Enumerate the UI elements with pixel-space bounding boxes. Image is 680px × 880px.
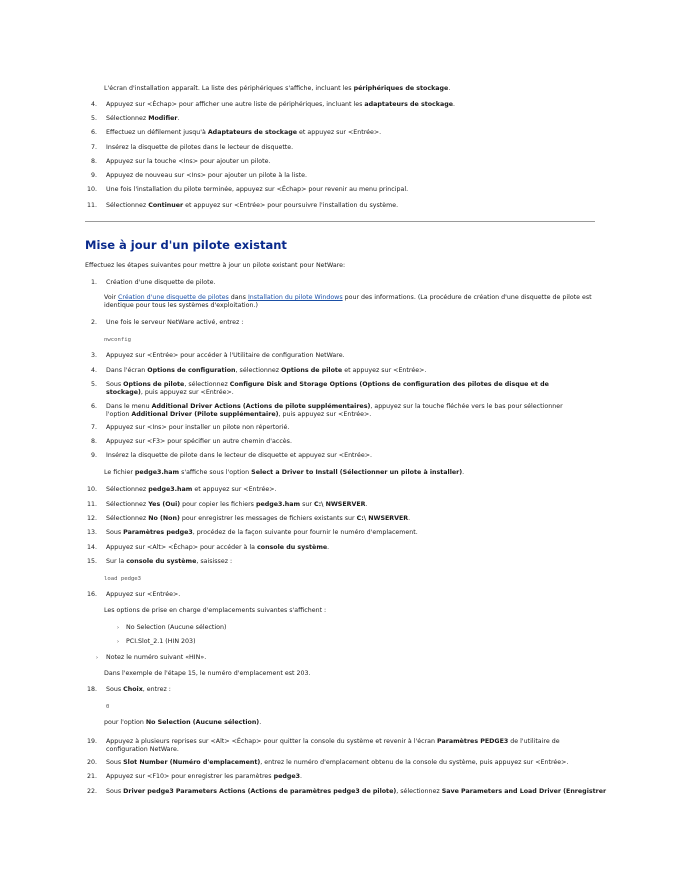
step-number: 12. (86, 515, 97, 522)
step-number: 5. (90, 115, 97, 122)
step-text: Sélectionnez Continuer et appuyez sur <Entrée> pour poursuivre l'installation du système. (106, 202, 399, 209)
step-text: Sélectionnez Modifier. (106, 115, 180, 122)
step-text: Appuyez sur <F10> pour enregistrer les paramètres pedge3. (106, 773, 303, 780)
step-number: 13. (86, 529, 97, 536)
step-text: Appuyez sur <Entrée>. (106, 591, 181, 598)
step-text: Appuyez sur <Ins> pour installer un pilote non répertorié. (106, 424, 290, 431)
step-number: 7. (90, 424, 97, 431)
step-text: Sous Driver pedge3 Parameters Actions (Actions de paramètres pedge3 de pilote), sélectionnez Save Parameters and Load Driver (Enregistrer (106, 788, 607, 795)
step-number: 8. (90, 438, 97, 445)
step-number: 11. (86, 501, 97, 508)
link-installation-pilote-windows[interactable]: Installation du pilote Windows (247, 294, 343, 301)
code-block: nwconfig (104, 337, 131, 343)
step-text: Appuyez à plusieurs reprises sur <Alt> <Échap> pour quitter la console du système et revenir à l'écran Paramètres PEDGE3 de l'utilitaire de configuration NetWare. (106, 738, 560, 753)
step-text: Effectuez un défilement jusqu'à Adaptateurs de stockage et appuyez sur <Entrée>. (106, 129, 382, 136)
bullet-icon: › (117, 639, 119, 645)
step-number: 3. (90, 352, 97, 359)
step-text: Sous Options de pilote, sélectionnez Configure Disk and Storage Options (Options de configuration des pilotes de disque et de stockage), puis appuyez sur <Entrée>. (106, 381, 549, 396)
step-number: 2. (90, 319, 97, 326)
step-number: 19. (86, 738, 97, 745)
intro-paragraph: L'écran d'installation apparaît. La liste des périphériques s'affiche, incluant les périphériques de stockage. (104, 85, 451, 92)
step-text: Appuyez sur <Entrée> pour accéder à l'Utilitaire de configuration NetWare. (106, 352, 345, 359)
step-text: Insérez la disquette de pilote dans le lecteur de disquette et appuyez sur <Entrée>. (106, 452, 373, 459)
step-text: Appuyez sur <Alt> <Échap> pour accéder à la console du système. (106, 544, 330, 551)
step-number: 21. (86, 773, 97, 780)
step-text: Appuyez sur <Échap> pour afficher une autre liste de périphériques, incluant les adaptateurs de stockage. (106, 101, 456, 108)
step-text: Une fois l'installation du pilote terminée, appuyez sur <Échap> pour revenir au menu principal. (106, 186, 409, 193)
step-note: Le fichier pedge3.ham s'affiche sous l'option Select a Driver to Install (Sélectionner un pilote à installer). (104, 469, 465, 476)
code-block: load pedge3 (104, 576, 142, 582)
bullet-icon: › (96, 655, 98, 661)
section-intro: Effectuez les étapes suivantes pour mettre à jour un pilote existant pour NetWare: (85, 262, 346, 269)
step-number: 10. (86, 486, 97, 493)
code-block: 0 (106, 704, 110, 710)
step-number: 9. (90, 452, 97, 459)
step-note: pour l'option No Selection (Aucune sélection). (104, 719, 262, 726)
list-item: PCI.Slot_2.1 (HIN 203) (126, 638, 196, 645)
step-text: Notez le numéro suivant «HIN». (106, 654, 207, 661)
list-item: No Selection (Aucune sélection) (126, 624, 227, 631)
step-text: Appuyez sur <F3> pour spécifier un autre chemin d'accès. (106, 438, 292, 445)
step-number: 9. (90, 172, 97, 179)
step-number: 6. (90, 129, 97, 136)
section-title: Mise à jour d'un pilote existant (85, 238, 287, 252)
step-note: Voir Création d'une disquette de pilotes dans Installation du pilote Windows pour des informations. (La procédure de création d'une disquette de pilote est identique pour tous les systèmes d'exploitation.) (104, 294, 592, 309)
step-text: Sur la console du système, saisissez : (106, 558, 233, 565)
step-text: Une fois le serveur NetWare activé, entrez : (106, 319, 244, 326)
step-number: 15. (86, 558, 97, 565)
step-note: Les options de prise en charge d'emplacements suivantes s'affichent : (104, 607, 327, 614)
step-text: Sous Slot Number (Numéro d'emplacement), entrez le numéro d'emplacement obtenu de la console du système, puis appuyez sur <Entrée>. (106, 759, 569, 766)
step-number: 20. (86, 759, 97, 766)
step-text: Création d'une disquette de pilote. (106, 279, 216, 286)
step-text: Insérez la disquette de pilotes dans le lecteur de disquette. (106, 144, 294, 151)
step-text: Dans l'écran Options de configuration, sélectionnez Options de pilote et appuyez sur <Entrée>. (106, 367, 427, 374)
section-divider (85, 221, 595, 222)
step-number: 14. (86, 544, 97, 551)
step-number: 5. (90, 381, 97, 388)
step-text: Sélectionnez No (Non) pour enregistrer les messages de fichiers existants sur C:\ NWSERVER. (106, 515, 411, 522)
step-text: Sous Paramètres pedge3, procédez de la façon suivante pour fournir le numéro d'emplacement. (106, 529, 418, 536)
step-number: 7. (90, 144, 97, 151)
bullet-icon: › (117, 625, 119, 631)
step-text: Sous Choix, entrez : (106, 686, 171, 693)
step-note: Dans l'exemple de l'étape 15, le numéro d'emplacement est 203. (104, 670, 311, 677)
step-number: 22. (86, 788, 97, 795)
step-number: 6. (90, 403, 97, 410)
step-number: 8. (90, 158, 97, 165)
step-number: 1. (90, 279, 97, 286)
step-number: 11. (86, 202, 97, 209)
step-text: Sélectionnez Yes (Oui) pour copier les fichiers pedge3.ham sur C:\ NWSERVER. (106, 501, 368, 508)
step-text: Sélectionnez pedge3.ham et appuyez sur <Entrée>. (106, 486, 277, 493)
step-number: 10. (86, 186, 97, 193)
step-number: 18. (86, 686, 97, 693)
step-number: 4. (90, 367, 97, 374)
step-text: Appuyez de nouveau sur <Ins> pour ajouter un pilote à la liste. (106, 172, 307, 179)
step-text: Dans le menu Additional Driver Actions (Actions de pilote supplémentaires), appuyez sur la touche fléchée vers le bas pour sélectionner l'option Additional Driver (Pilote supplémentaire), puis appuyez sur <Entrée>. (106, 403, 563, 418)
step-number: 4. (90, 101, 97, 108)
link-creation-disquette[interactable]: Création d'une disquette de pilotes (118, 294, 229, 301)
step-text: Appuyez sur la touche <Ins> pour ajouter un pilote. (106, 158, 271, 165)
step-number: 16. (86, 591, 97, 598)
